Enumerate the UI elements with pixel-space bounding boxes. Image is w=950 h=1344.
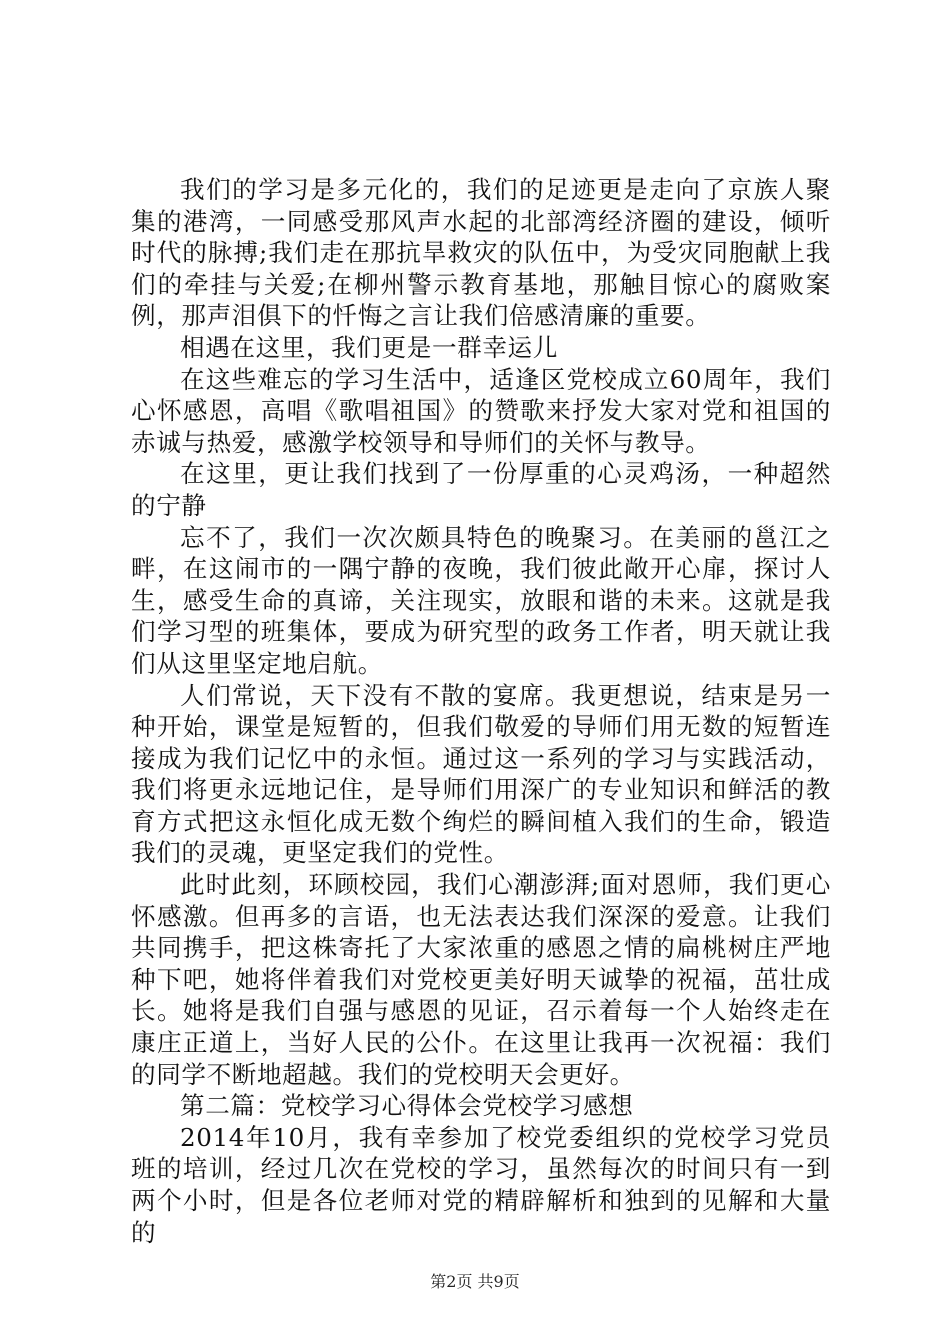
paragraph-5: 人们常说，天下没有不散的宴席。我更想说，结束是另一种开始，课堂是短暂的，但我们敬爱的导师们用无数的短暂连接成为我们记忆中的永恒。通过这一系列的学习与实践活动，我们将更永远地记住，是导师们用深广的专业知识和鲜活的教育方式把这永恒化成无数个绚烂的瞬间植入我们的生命，锻造我们的灵魂，更坚定我们的党性。: [131, 680, 831, 868]
paragraph-4: 忘不了，我们一次次颇具特色的晚聚习。在美丽的邕江之畔，在这闹市的一隅宁静的夜晚，我们彼此敞开心扉，探讨人生，感受生命的真谛，关注现实，放眼和谐的未来。这就是我们学习型的班集体，要成为研究型的政务工作者，明天就让我们从这里坚定地启航。: [131, 522, 831, 678]
section-heading-lucky: 相遇在这里，我们更是一群幸运儿: [180, 332, 558, 362]
document-body: [131, 174, 831, 1248]
paragraph-3: 在这里，更让我们找到了一份厚重的心灵鸡汤，一种超然的宁静: [131, 459, 831, 520]
paragraph-7: 2014年10月，我有幸参加了校党委组织的党校学习党员班的培训，经过几次在党校的学习，虽然每次的时间只有一到两个小时，但是各位老师对党的精辟解析和独到的见解和大量的: [131, 1122, 831, 1247]
paragraph-2: 在这些难忘的学习生活中，适逢区党校成立60周年，我们心怀感恩，高唱《歌唱祖国》的赞歌来抒发大家对党和祖国的赤诚与热爱，感激学校领导和导师们的关怀与教导。: [131, 364, 831, 457]
paragraph-6: 此时此刻，环顾校园，我们心潮澎湃;面对恩师，我们更心怀感激。但再多的言语，也无法表达我们深深的爱意。让我们共同携手，把这株寄托了大家浓重的感恩之情的扁桃树庄严地种下吧，她将伴着我们对党校更美好明天诚挚的祝福，茁壮成长。她将是我们自强与感恩的见证，召示着每一个人始终走在康庄正道上，当好人民的公仆。在这里让我再一次祝福：我们的同学不断地超越。我们的党校明天会更好。: [131, 870, 831, 1089]
chapter-heading-second: 第二篇：党校学习心得体会党校学习感想: [180, 1091, 634, 1121]
paragraph-1: 我们的学习是多元化的，我们的足迹更是走向了京族人聚集的港湾，一同感受那风声水起的北部湾经济圈的建设，倾听时代的脉搏;我们走在那抗旱救灾的队伍中，为受灾同胞献上我们的牵挂与关爱;在柳州警示教育基地，那触目惊心的腐败案例，那声泪俱下的忏悔之言让我们倍感清廉的重要。: [131, 175, 831, 331]
page-footer: 第2页 共9页: [430, 1272, 520, 1291]
